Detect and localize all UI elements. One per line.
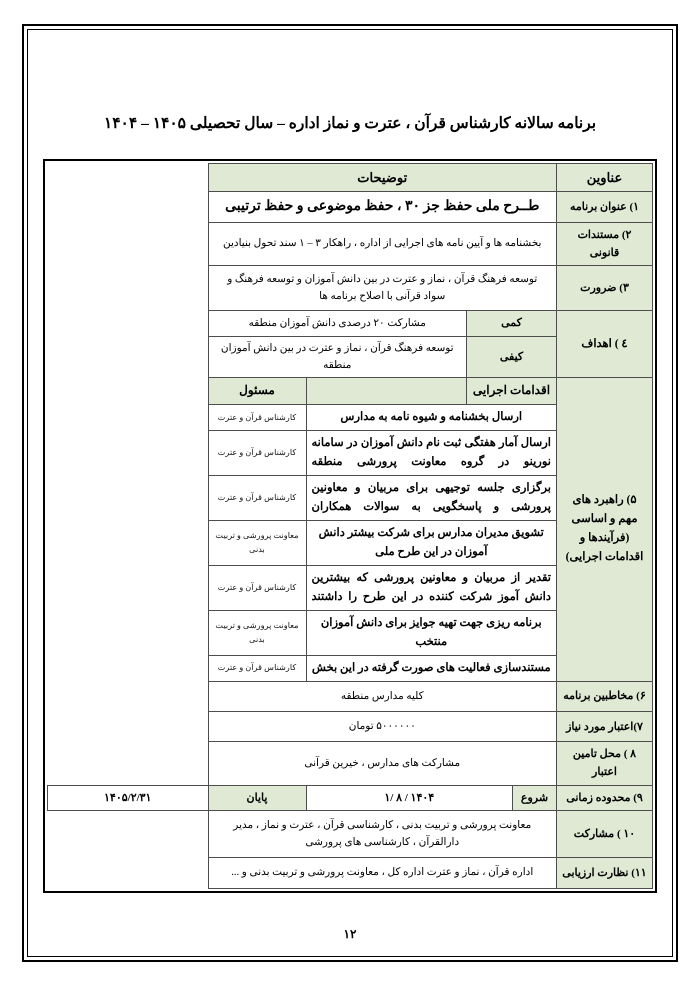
row-value-evaluation: اداره قرآن ، نماز و عترت اداره کل ، معاونت پرورشی و تربیت بدنی و ... <box>208 858 557 888</box>
row-label-legal-docs: ۲) مستندات قانونی <box>557 222 653 265</box>
row-label-goals: ٤ ) اهداف <box>557 311 653 378</box>
strategy-action: ارسال بخشنامه و شیوه نامه به مدارس <box>306 405 556 431</box>
row-value-audience: کلیه مدارس منطقه <box>208 681 557 711</box>
strategy-action: برنامه ریزی جهت تهیه جوایز برای دانش آموزان منتخب <box>306 610 556 655</box>
page-number: ۱۲ <box>343 927 357 941</box>
strategy-responsible: کارشناس قرآن و عترت <box>208 475 306 520</box>
goals-quantitative-value: مشارکت ۲۰ درصدی دانش آموزان منطقه <box>208 311 467 336</box>
table-row <box>48 742 653 785</box>
strategy-responsible: کارشناس قرآن و عترت <box>208 655 306 681</box>
strategy-responsible: کارشناس قرآن و عترت <box>208 430 306 475</box>
strategy-action: برگزاری جلسه توجیهی برای مربیان و معاونین پرورشی و پاسخگویی به سوالات همکاران <box>306 475 556 520</box>
timeframe-start-label: شروع <box>513 785 557 810</box>
strategy-action: مستندسازی فعالیت های صورت گرفته در این بخش <box>306 655 556 681</box>
strategy-action: تشویق مدیران مدارس برای شرکت بیشتر دانش آموزان در این طرح ملی <box>306 520 556 565</box>
row-label-budget: ۷)اعتبار مورد نیاز <box>557 711 653 741</box>
table-row <box>48 192 653 222</box>
timeframe-start-value: ۱۴۰۴ / ۸ /۱ <box>306 785 512 810</box>
table-row <box>48 810 653 858</box>
header-descriptions: توضیحات <box>208 164 557 192</box>
row-label-program-title: ۱) عنوان برنامه <box>557 192 653 222</box>
page-border-outer <box>22 24 678 962</box>
row-value-legal-docs: بخشنامه ها و آیین نامه های اجرایی از اداره ، راهکار ۳ – ۱ سند تحول بنیادین <box>208 222 557 265</box>
row-value-participation: معاونت پرورشی و تربیت بدنی ، کارشناسی قرآن ، عترت و نماز ، مدیر دارالقرآن ، کارشناسی های پرورشی <box>208 810 557 858</box>
strategy-action: ارسال آمار هفتگی ثبت نام دانش آموزان در سامانه نورینو در گروه معاونت پرورشی منطقه <box>306 430 556 475</box>
row-label-timeframe: ۹) محدوده زمانی <box>557 785 653 810</box>
table-row <box>48 711 653 741</box>
row-label-funding-source: ۸ ) محل تامین اعتبار <box>557 742 653 785</box>
page-border-inner <box>27 29 673 957</box>
header-titles: عناوین <box>557 164 653 192</box>
goals-quantitative-label: کمی <box>467 311 557 336</box>
annual-plan-table <box>47 163 653 889</box>
table-row <box>48 785 653 810</box>
strategy-responsible: کارشناس قرآن و عترت <box>208 565 306 610</box>
strategies-col-actions: اقدامات اجرایی <box>467 378 557 405</box>
strategies-col-responsible: مسئول <box>208 378 306 405</box>
table-row <box>48 681 653 711</box>
table-row <box>48 311 653 336</box>
table-row <box>48 858 653 888</box>
row-label-audience: ۶) مخاطبین برنامه <box>557 681 653 711</box>
strategies-subheader-row <box>48 378 653 405</box>
strategy-responsible: معاونت پرورشی و تربیت بدنی <box>208 520 306 565</box>
row-value-program-title: طــرح ملی حفظ جز ۳۰ ، حفظ موضوعی و حفظ ترتیبی <box>208 192 557 222</box>
table-header-row <box>48 164 653 192</box>
strategy-action: تقدیر از مربیان و معاونین پرورشی که بیشترین دانش آموز شرکت کننده در این طرح را داشتند <box>306 565 556 610</box>
strategies-col-actions-spacer <box>306 378 466 405</box>
table-row <box>48 265 653 311</box>
row-label-necessity: ۳) ضرورت <box>557 265 653 311</box>
row-value-budget: ۵۰۰۰۰۰۰ تومان <box>208 711 557 741</box>
row-label-strategies: ۵) راهبرد های مهم و اساسی (فرآیندها و اقدامات اجرایی) <box>557 378 653 681</box>
plan-table-container <box>43 159 657 893</box>
goals-qualitative-value: توسعه فرهنگ قرآن ، نماز و عترت در بین دانش آموزان منطقه <box>208 336 467 378</box>
timeframe-end-label: پایان <box>208 785 306 810</box>
strategy-responsible: معاونت پرورشی و تربیت بدنی <box>208 610 306 655</box>
row-label-evaluation: ۱۱) نظارت ارزیابی <box>557 858 653 888</box>
page-title: برنامه سالانه کارشناس قرآن ، عترت و نماز اداره – سال تحصیلی ۱۴۰۵ – ۱۴۰۴ <box>103 115 597 132</box>
row-value-funding-source: مشارکت های مدارس ، خیرین قرآنی <box>208 742 557 785</box>
timeframe-end-value: ۱۴۰۵/۲/۳۱ <box>48 785 209 810</box>
table-row <box>48 222 653 265</box>
goals-qualitative-label: کیفی <box>467 336 557 378</box>
strategy-responsible: کارشناس قرآن و عترت <box>208 405 306 431</box>
row-value-necessity: توسعه فرهنگ قرآن ، نماز و عترت در بین دانش آموزان و توسعه فرهنگ و سواد قرآنی با اصلاح برنامه ها <box>208 265 557 311</box>
row-label-participation: ۱۰ ) مشارکت <box>557 810 653 858</box>
